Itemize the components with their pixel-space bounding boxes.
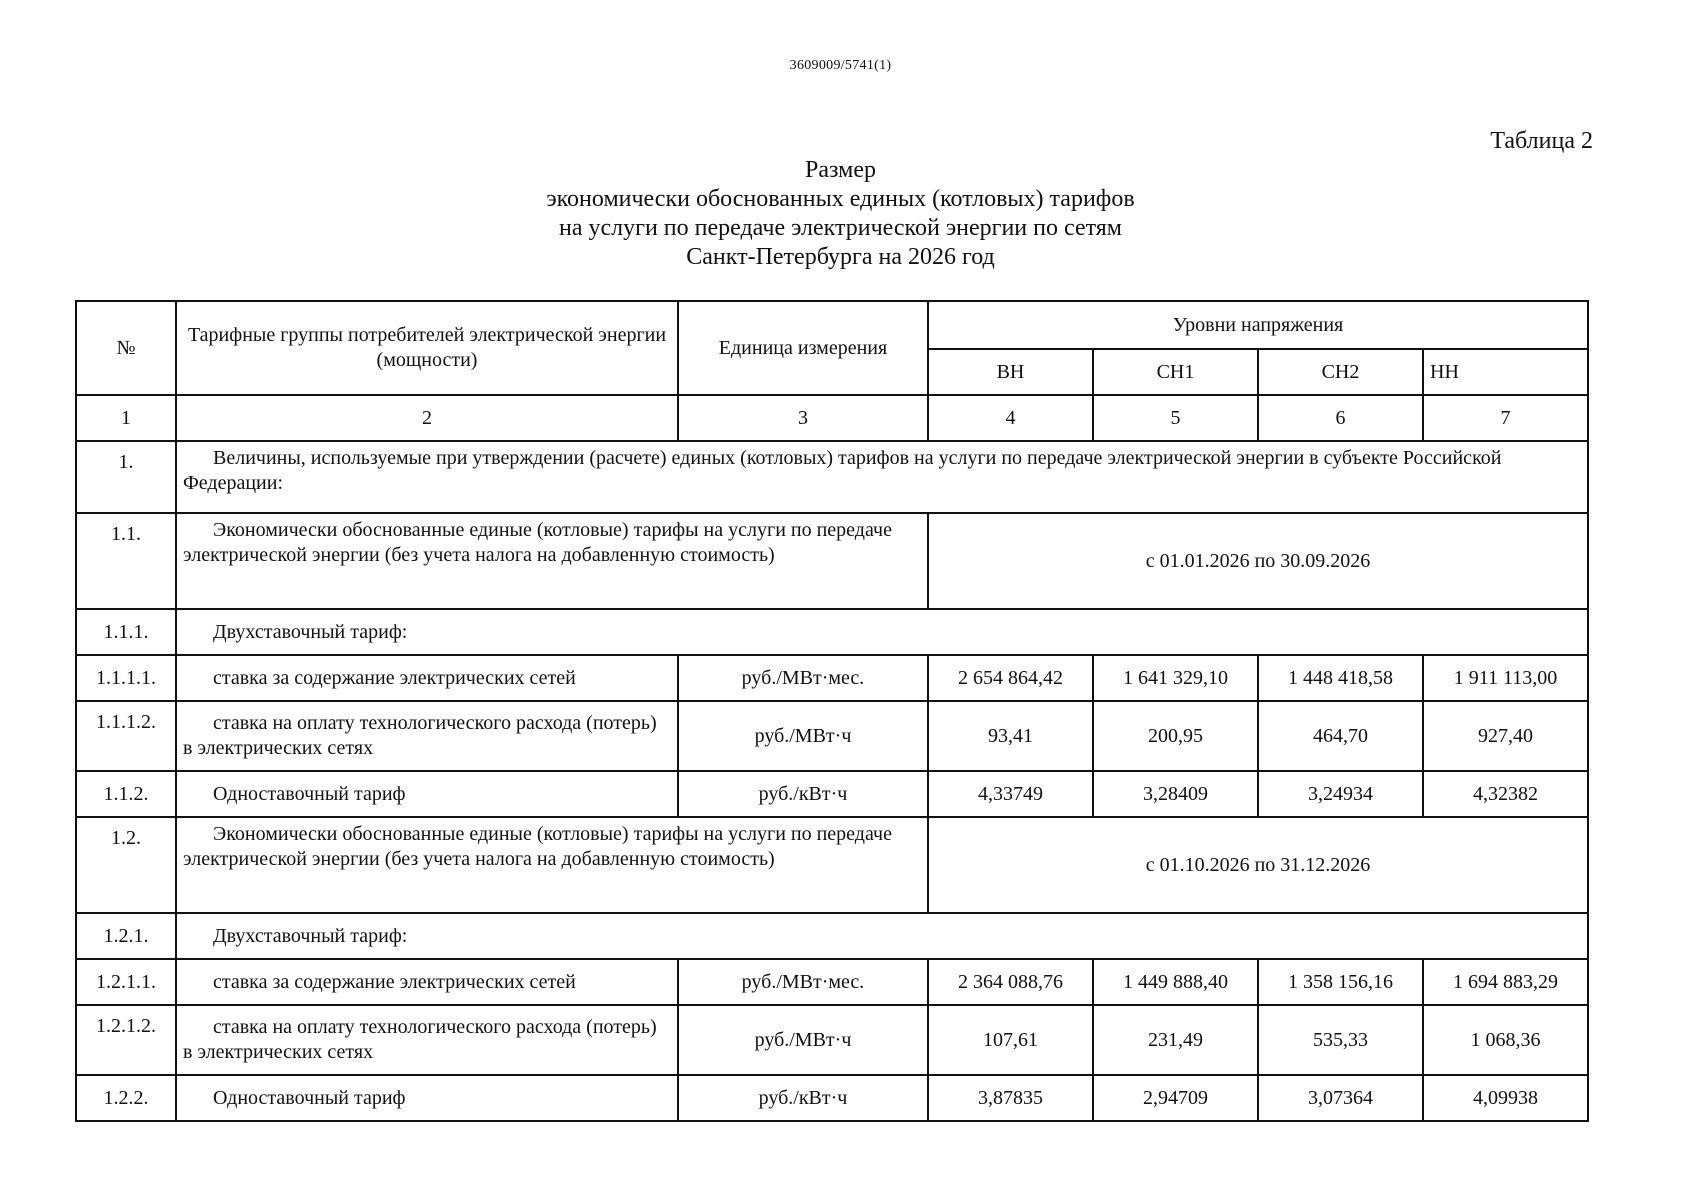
table-caption: Таблица 2 bbox=[1490, 128, 1593, 154]
header-unit: Единица измерения bbox=[678, 301, 928, 395]
header-sn2: СН2 bbox=[1258, 349, 1423, 395]
value-sn2: 1 448 418,58 bbox=[1258, 655, 1423, 701]
value-sn1: 200,95 bbox=[1093, 701, 1258, 771]
col-number: 6 bbox=[1258, 395, 1423, 441]
row-text: ставка за содержание электрических сетей bbox=[176, 959, 678, 1005]
value-sn2: 3,07364 bbox=[1258, 1075, 1423, 1121]
col-number: 4 bbox=[928, 395, 1093, 441]
row-text: Экономически обоснованные единые (котловые) тарифы на услуги по передаче электрической энергии (без учета налога на добавленную стоимость) bbox=[176, 817, 928, 913]
row-text: Величины, используемые при утверждении (расчете) единых (котловых) тарифов на услуги по передаче электрической энергии в субъекте Российской Федерации: bbox=[176, 441, 1588, 513]
header-num: № bbox=[76, 301, 176, 395]
table-row bbox=[76, 771, 1588, 817]
col-number: 5 bbox=[1093, 395, 1258, 441]
row-text: ставка на оплату технологического расхода (потерь) в электрических сетях bbox=[176, 701, 678, 771]
period-range: с 01.01.2026 по 30.09.2026 bbox=[928, 513, 1588, 609]
row-text: Двухставочный тариф: bbox=[176, 609, 1588, 655]
value-sn2: 1 358 156,16 bbox=[1258, 959, 1423, 1005]
value-sn1: 1 641 329,10 bbox=[1093, 655, 1258, 701]
row-unit: руб./МВт·мес. bbox=[678, 959, 928, 1005]
value-vn: 93,41 bbox=[928, 701, 1093, 771]
title-line: Размер bbox=[805, 157, 876, 183]
value-vn: 2 654 864,42 bbox=[928, 655, 1093, 701]
period-range: с 01.10.2026 по 31.12.2026 bbox=[928, 817, 1588, 913]
value-sn1: 1 449 888,40 bbox=[1093, 959, 1258, 1005]
document-title bbox=[0, 156, 1681, 272]
row-number: 1.2.1. bbox=[76, 913, 176, 959]
tariff-table bbox=[75, 300, 1589, 1122]
value-nn: 1 694 883,29 bbox=[1423, 959, 1588, 1005]
col-number: 2 bbox=[176, 395, 678, 441]
row-number: 1.2.1.1. bbox=[76, 959, 176, 1005]
value-vn: 4,33749 bbox=[928, 771, 1093, 817]
row-text: Одноставочный тариф bbox=[176, 771, 678, 817]
table-row bbox=[76, 513, 1588, 609]
value-nn: 1 911 113,00 bbox=[1423, 655, 1588, 701]
title-line: экономически обоснованных единых (котловых) тарифов bbox=[546, 186, 1135, 212]
table-row bbox=[76, 959, 1588, 1005]
value-vn: 3,87835 bbox=[928, 1075, 1093, 1121]
table-row bbox=[76, 817, 1588, 913]
col-number: 3 bbox=[678, 395, 928, 441]
value-sn1: 2,94709 bbox=[1093, 1075, 1258, 1121]
header-vn: ВН bbox=[928, 349, 1093, 395]
value-sn2: 464,70 bbox=[1258, 701, 1423, 771]
row-number: 1.1.1.1. bbox=[76, 655, 176, 701]
value-sn2: 535,33 bbox=[1258, 1005, 1423, 1075]
value-sn2: 3,24934 bbox=[1258, 771, 1423, 817]
row-number: 1.1.2. bbox=[76, 771, 176, 817]
table-row bbox=[76, 1075, 1588, 1121]
header-sn1: СН1 bbox=[1093, 349, 1258, 395]
table-row bbox=[76, 701, 1588, 771]
row-number: 1.1. bbox=[76, 513, 176, 609]
row-unit: руб./МВт·ч bbox=[678, 1005, 928, 1075]
value-nn: 4,09938 bbox=[1423, 1075, 1588, 1121]
header-tariff-groups: Тарифные группы потребителей электрической энергии (мощности) bbox=[176, 301, 678, 395]
value-sn1: 3,28409 bbox=[1093, 771, 1258, 817]
title-line: на услуги по передаче электрической энергии по сетям bbox=[558, 215, 1122, 241]
col-number: 1 bbox=[76, 395, 176, 441]
value-vn: 107,61 bbox=[928, 1005, 1093, 1075]
document-number: 3609009/5741(1) bbox=[789, 58, 892, 73]
header-voltage-levels: Уровни напряжения bbox=[928, 301, 1588, 349]
table-row bbox=[76, 441, 1588, 513]
table-row bbox=[76, 655, 1588, 701]
table-row bbox=[76, 1005, 1588, 1075]
row-text: Экономически обоснованные единые (котловые) тарифы на услуги по передаче электрической энергии (без учета налога на добавленную стоимость) bbox=[176, 513, 928, 609]
table-row bbox=[76, 609, 1588, 655]
col-number: 7 bbox=[1423, 395, 1588, 441]
value-nn: 927,40 bbox=[1423, 701, 1588, 771]
row-text: ставка на оплату технологического расхода (потерь) в электрических сетях bbox=[176, 1005, 678, 1075]
row-unit: руб./кВт·ч bbox=[678, 771, 928, 817]
value-nn: 1 068,36 bbox=[1423, 1005, 1588, 1075]
row-number: 1. bbox=[76, 441, 176, 513]
row-text: Двухставочный тариф: bbox=[176, 913, 1588, 959]
row-unit: руб./МВт·ч bbox=[678, 701, 928, 771]
header-nn: НН bbox=[1423, 349, 1588, 395]
row-number: 1.2.2. bbox=[76, 1075, 176, 1121]
table-row bbox=[76, 913, 1588, 959]
row-unit: руб./МВт·мес. bbox=[678, 655, 928, 701]
value-nn: 4,32382 bbox=[1423, 771, 1588, 817]
row-number: 1.1.1. bbox=[76, 609, 176, 655]
value-vn: 2 364 088,76 bbox=[928, 959, 1093, 1005]
value-sn1: 231,49 bbox=[1093, 1005, 1258, 1075]
row-text: ставка за содержание электрических сетей bbox=[176, 655, 678, 701]
row-number: 1.2.1.2. bbox=[76, 1005, 176, 1075]
row-text: Одноставочный тариф bbox=[176, 1075, 678, 1121]
row-number: 1.2. bbox=[76, 817, 176, 913]
title-line: Санкт-Петербурга на 2026 год bbox=[686, 244, 995, 270]
row-number: 1.1.1.2. bbox=[76, 701, 176, 771]
row-unit: руб./кВт·ч bbox=[678, 1075, 928, 1121]
